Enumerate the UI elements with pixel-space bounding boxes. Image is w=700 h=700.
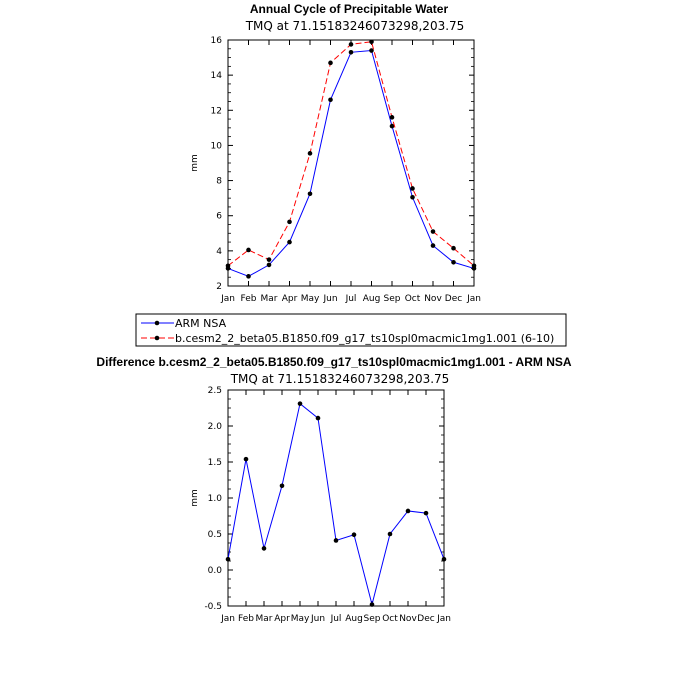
legend-marker-1	[155, 321, 160, 326]
y-axis-label: mm	[190, 154, 200, 172]
chart-subtitle: TMQ at 71.15183246073298,203.75	[245, 19, 465, 33]
x-tick-label: Oct	[382, 614, 398, 624]
legend-marker-2	[155, 336, 160, 341]
series-2-point	[431, 229, 436, 234]
x-tick-label: Jan	[467, 294, 481, 304]
x-tick-label: Aug	[345, 614, 363, 624]
series-line-1	[228, 51, 474, 277]
legend-label-1: ARM NSA	[175, 317, 227, 330]
y-tick-label: 1.0	[207, 494, 222, 504]
y-tick-label: 8	[216, 176, 222, 187]
x-tick-label: Dec	[444, 294, 463, 304]
x-tick-label: Nov	[399, 614, 417, 624]
y-tick-label: 16	[210, 36, 222, 46]
chart-title: Difference b.cesm2_2_beta05.B1850.f09_g17_ts10spl0macmic1mg1.001 - ARM NSA	[96, 355, 572, 369]
y-tick-label: 0.0	[207, 566, 222, 576]
series-2-point	[287, 220, 292, 225]
y-tick-label: -0.5	[204, 602, 222, 612]
series-1-point	[267, 263, 272, 268]
series-2-point	[308, 151, 313, 156]
series-2-point	[349, 42, 354, 47]
series-1-point	[424, 511, 429, 516]
series-line-1	[228, 404, 444, 605]
y-axis-label: mm	[190, 489, 200, 507]
x-tick-label: Jun	[310, 614, 326, 624]
y-tick-label: 1.5	[207, 458, 222, 468]
series-1-point	[349, 50, 354, 55]
chart-title: Annual Cycle of Precipitable Water	[249, 2, 449, 16]
y-tick-label: 14	[210, 71, 222, 82]
series-1-point	[442, 557, 447, 562]
series-1-point	[226, 557, 231, 562]
x-tick-label: Jun	[323, 294, 338, 304]
series-1-point	[280, 483, 285, 488]
series-1-point	[451, 260, 456, 265]
y-tick-label: 10	[210, 141, 222, 152]
y-tick-label: 6	[216, 211, 222, 222]
series-1-point	[431, 243, 436, 248]
x-tick-label: Apr	[281, 294, 298, 304]
series-1-point	[410, 195, 415, 200]
series-1-point	[244, 457, 249, 462]
series-1-point	[388, 532, 393, 537]
series-2-point	[246, 248, 251, 253]
plot-frame	[228, 390, 444, 606]
chart-subtitle: TMQ at 71.15183246073298,203.75	[230, 372, 450, 386]
series-1-point	[334, 538, 339, 543]
x-tick-label: Mar	[255, 614, 273, 624]
x-tick-label: Aug	[362, 294, 381, 304]
series-2-point	[472, 263, 477, 268]
x-tick-label: Jan	[221, 294, 235, 304]
series-2-point	[390, 115, 395, 120]
series-1-point	[308, 191, 313, 196]
series-1-point	[352, 532, 357, 537]
y-tick-label: 0.5	[207, 530, 222, 540]
x-tick-label: Jan	[221, 614, 235, 624]
x-tick-label: Apr	[274, 614, 290, 624]
series-1-point	[287, 240, 292, 245]
series-1-point	[328, 97, 333, 102]
x-tick-label: Jul	[330, 614, 342, 624]
series-2-point	[267, 257, 272, 262]
series-1-point	[316, 416, 321, 421]
x-tick-label: Jul	[345, 294, 357, 304]
x-tick-label: Feb	[238, 614, 254, 624]
x-tick-label: Sep	[383, 294, 401, 304]
series-2-point	[410, 186, 415, 191]
y-tick-label: 12	[210, 106, 222, 117]
series-1-point	[406, 509, 411, 514]
legend-label-2: b.cesm2_2_beta05.B1850.f09_g17_ts10spl0macmic1mg1.001 (6-10)	[175, 332, 555, 345]
x-tick-label: May	[300, 294, 320, 304]
series-2-point	[226, 263, 231, 268]
series-line-2	[228, 42, 474, 266]
x-tick-label: Jan	[437, 614, 451, 624]
series-1-point	[298, 401, 303, 406]
x-tick-label: Sep	[363, 614, 381, 624]
x-tick-label: Feb	[240, 294, 257, 304]
series-1-point	[262, 546, 267, 551]
series-1-point	[246, 274, 251, 279]
x-tick-label: Mar	[260, 294, 278, 304]
series-2-point	[451, 246, 456, 251]
series-2-point	[369, 39, 374, 44]
x-tick-label: Dec	[417, 614, 435, 624]
x-tick-label: Oct	[404, 294, 421, 304]
x-tick-label: May	[290, 614, 310, 624]
y-tick-label: 2	[216, 282, 222, 292]
y-tick-label: 2.5	[207, 386, 222, 396]
y-tick-label: 2.0	[207, 422, 222, 432]
x-tick-label: Nov	[424, 294, 442, 304]
series-2-point	[328, 61, 333, 66]
y-tick-label: 4	[216, 246, 222, 257]
series-1-point	[370, 602, 375, 607]
